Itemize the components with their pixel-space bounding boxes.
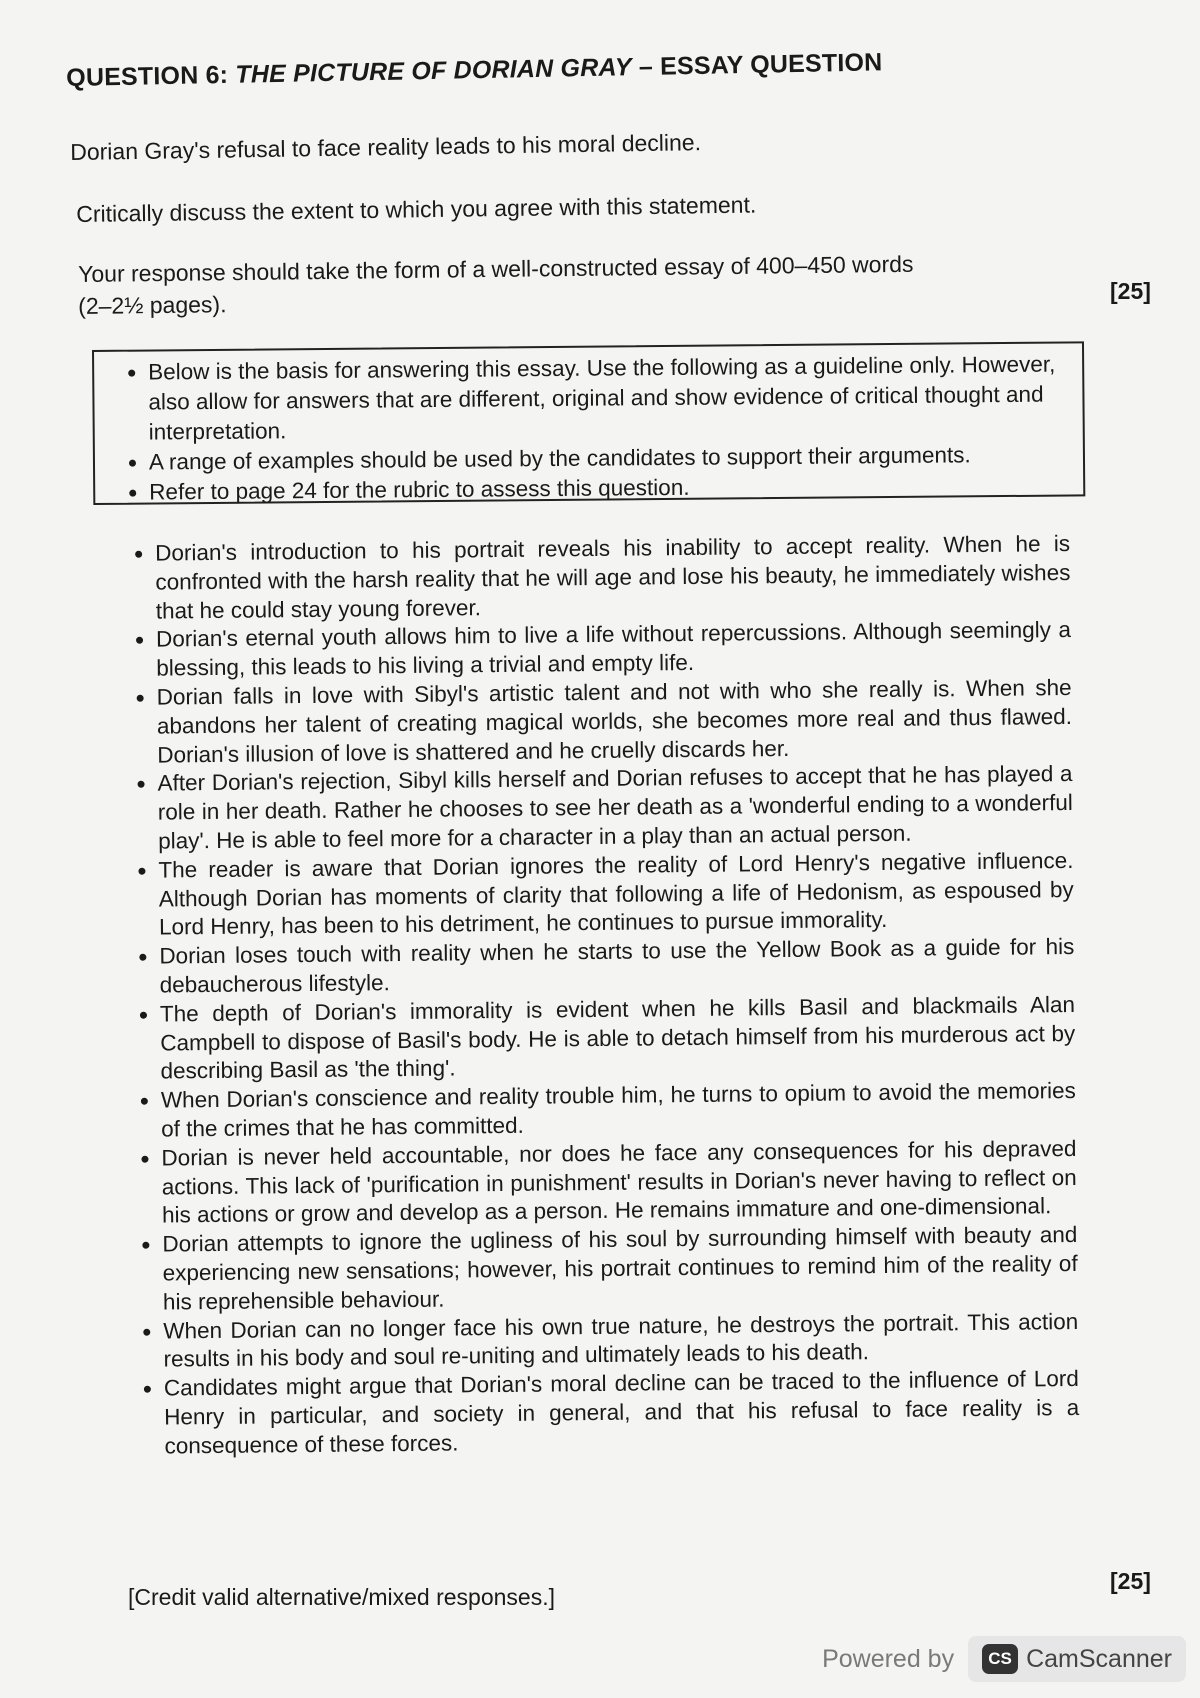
camscanner-watermark <box>822 1636 1186 1682</box>
answer-point: • The depth of Dorian's immorality is evident when he kills Basil and blackmails Alan Campbell to dispose of Basil's body. He is able to detach himself from his murderous act by describing Basil as 'the thing'. <box>160 991 1076 1087</box>
guideline-item: • Refer to page 24 for the rubric to assess this question. <box>149 469 1069 507</box>
guideline-box <box>92 341 1085 505</box>
powered-by-label: Powered by <box>822 1644 955 1673</box>
answer-point: • After Dorian's rejection, Sibyl kills herself and Dorian refuses to accept that he has played a role in her death. Rather he chooses to see her death as a 'wonderful ending to a wonderful play'. He is able to feel more for a character in a play than an actual person. <box>157 760 1073 856</box>
essay-statement: Dorian Gray's refusal to face reality leads to his moral decline. <box>70 129 702 165</box>
camscanner-logo-icon: CS <box>982 1644 1018 1674</box>
credit-note: [Credit valid alternative/mixed responses.] <box>128 1584 555 1610</box>
answer-points <box>115 530 1080 1461</box>
marks-bottom: [25] <box>1110 1568 1151 1594</box>
response-length-line-2: (2–2½ pages). <box>78 291 227 319</box>
answer-point: • The reader is aware that Dorian ignores the reality of Lord Henry's negative influence. Although Dorian has moments of clarity that following a life of Hedonism, as espoused by Lord Henry, has been to his detriment, he continues to pursue immorality. <box>158 847 1074 943</box>
marks-top: [25] <box>1110 278 1151 304</box>
response-length-line-1: Your response should take the form of a well-constructed essay of 400–450 words <box>78 250 914 287</box>
answer-point: • Dorian falls in love with Sibyl's artistic talent and not with who she really is. When she abandons her talent of creating magical worlds, she becomes more real and thus flawed. Dorian's illusion of love is shattered and he cruelly discards her. <box>157 674 1073 770</box>
guideline-item: • Below is the basis for answering this essay. Use the following as a guideline only. However, also allow for answers that are different, original and show evidence of critical thought and interpretation. <box>148 349 1069 447</box>
question-suffix: – ESSAY QUESTION <box>638 48 883 82</box>
guideline-list <box>108 349 1069 507</box>
answer-point: • Candidates might argue that Dorian's moral decline can be traced to the influence of Lord Henry in particular, and society in general, and that his refusal to face reality is a consequence of these forces. <box>164 1365 1080 1461</box>
essay-instruction: Critically discuss the extent to which you agree with this statement. <box>76 191 757 227</box>
guideline-item: • A range of examples should be used by the candidates to support their arguments. <box>149 439 1069 477</box>
answer-point: • When Dorian can no longer face his own true nature, he destroys the portrait. This action results in his body and soul re-uniting and ultimately leads to his death. <box>163 1307 1079 1374</box>
answer-point: • When Dorian's conscience and reality trouble him, he turns to opium to avoid the memories of the crimes that he has committed. <box>161 1077 1077 1144</box>
question-title: THE PICTURE OF DORIAN GRAY <box>235 53 632 89</box>
question-heading <box>66 48 883 93</box>
camscanner-badge <box>968 1636 1186 1682</box>
answer-points-list <box>115 530 1080 1461</box>
answer-point: • Dorian loses touch with reality when he starts to use the Yellow Book as a guide for his debaucherous lifestyle. <box>159 933 1075 1000</box>
question-number: QUESTION 6: <box>66 60 229 92</box>
camscanner-brand: CamScanner <box>1026 1644 1172 1673</box>
answer-point: • Dorian is never held accountable, nor does he face any consequences for his depraved actions. This lack of 'purification in punishment' results in Dorian's never having to reflect on his actions or grow and develop as a person. He remains immature and one-dimensional. <box>161 1135 1077 1231</box>
answer-point: • Dorian's eternal youth allows him to live a life without repercussions. Although seemingly a blessing, this leads to his living a trivial and empty life. <box>156 616 1072 683</box>
answer-point: • Dorian attempts to ignore the ugliness of his soul by surrounding himself with beauty and experiencing new sensations; however, his portrait continues to remind him of the reality of his reprehensible behaviour. <box>162 1221 1078 1317</box>
answer-point: • Dorian's introduction to his portrait reveals his inability to accept reality. When he is confronted with the harsh reality that he will age and lose his beauty, he immediately wishes that he could stay young forever. <box>155 530 1071 626</box>
